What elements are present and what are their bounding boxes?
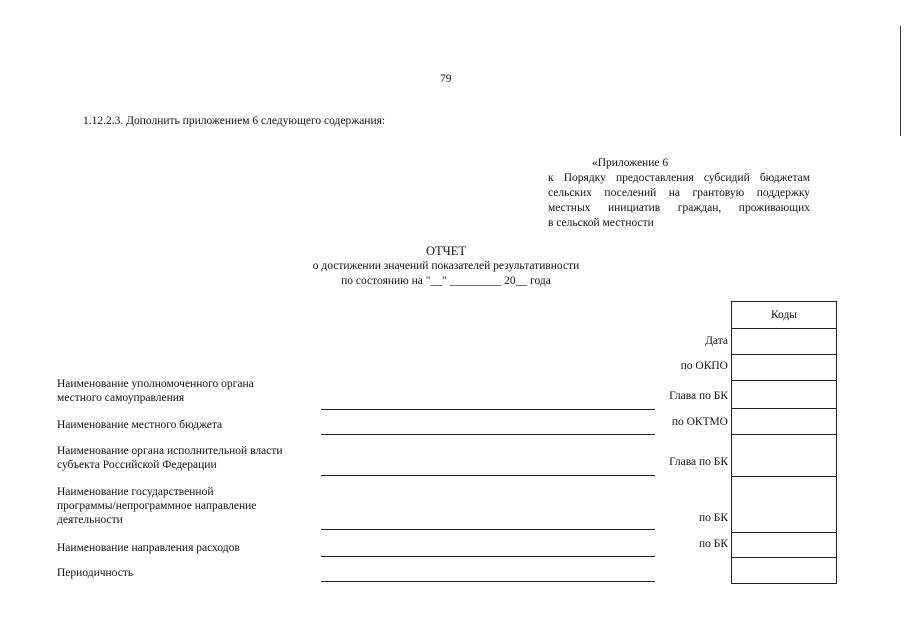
report-date-line: по состоянию на "__" _________ 20__ года: [341, 275, 551, 287]
field-budget-label: Наименование местного бюджета: [57, 419, 223, 431]
page-number: 79: [440, 73, 452, 85]
annex-line-3: местных инициатив граждан, проживающих: [548, 202, 810, 214]
annex-title: «Приложение 6: [592, 157, 669, 169]
codes-table: [731, 301, 837, 584]
program-fill-line[interactable]: [321, 529, 655, 530]
annex-block: [548, 156, 810, 231]
code-cell-periodicity[interactable]: [732, 557, 836, 583]
code-cell-chapter-bk-1[interactable]: [732, 380, 836, 408]
report-title: ОТЧЕТ: [425, 244, 467, 258]
code-label-bk-2: по БК: [698, 538, 728, 550]
intro-paragraph: 1.12.2.3. Дополнить приложением 6 следующего содержания:: [83, 115, 386, 127]
field-periodicity-label: Периодичность: [57, 567, 134, 579]
annex-line-2: сельских поселений на грантовую поддержку: [548, 187, 810, 199]
budget-fill-line[interactable]: [321, 434, 655, 435]
code-label-okpo: по ОКПО: [680, 360, 728, 372]
executive-fill-line[interactable]: [321, 475, 655, 476]
code-label-date: Дата: [705, 335, 728, 347]
expense-fill-line[interactable]: [321, 556, 655, 557]
field-authority-label: Наименование уполномоченного органа местного самоуправления: [57, 378, 254, 404]
code-cell-oktmo[interactable]: [732, 408, 836, 434]
code-label-bk-1: по БК: [698, 512, 728, 524]
authority-fill-line[interactable]: [321, 409, 655, 410]
page-edge-mark: [900, 26, 901, 136]
code-cell-bk-1[interactable]: [732, 476, 836, 532]
field-expense-label: Наименование направления расходов: [57, 542, 240, 554]
field-program-label: Наименование государственной программы/непрограммное направление деятельности: [57, 486, 257, 526]
annex-line-1: к Порядку предоставления субсидий бюджетам: [548, 172, 810, 184]
codes-header: Коды: [770, 309, 798, 321]
code-cell-bk-2[interactable]: [732, 532, 836, 557]
field-executive-label: Наименование органа исполнительной власти субъекта Российской Федерации: [57, 445, 283, 471]
code-cell-okpo[interactable]: [732, 354, 836, 380]
code-label-chapter-bk-2: Глава по БК: [669, 456, 728, 468]
code-label-oktmo: по ОКТМО: [671, 416, 728, 428]
code-cell-chapter-bk-2[interactable]: [732, 434, 836, 476]
periodicity-fill-line[interactable]: [321, 581, 655, 582]
code-label-chapter-bk-1: Глава по БК: [669, 390, 728, 402]
report-subtitle: о достижении значений показателей результативности: [312, 260, 580, 272]
annex-line-4: в сельской местности: [548, 217, 654, 229]
code-cell-date[interactable]: [732, 328, 836, 354]
